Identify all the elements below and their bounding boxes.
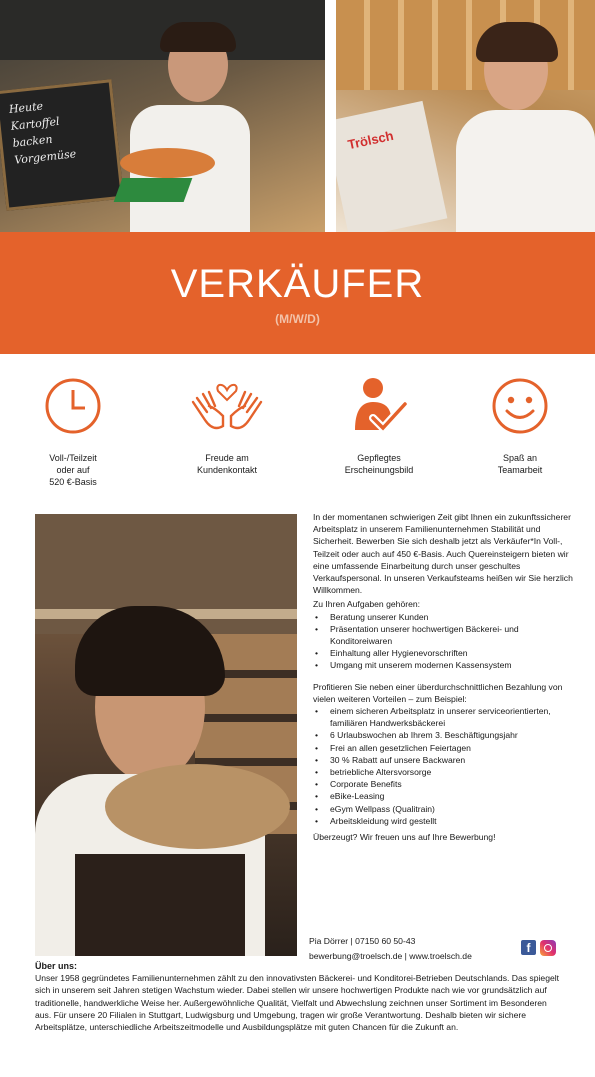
about-text: Unser 1958 gegründetes Familienunternehmen zählt zu den innovativsten Bäckerei- und Konditorei-Betrieben Deutschlands. Das spiegelt sich in unserem seit Jahren stetigen Wachstum wieder. Dabei stellen wir unsere hochwertigen Produkte nach wie vor grundsätzlich auf traditionelle, handwerkliche Weise her. Außergewöhnliche Qualität, Vielfalt und Abwechslung zeichnen unser Sortiment im Besonderen aus. Für unsere 20 Filialen in Stuttgart, Ludwigsburg und Umgebung, tragen wir große Verantwortung. Deshalb bieten wir sichere Arbeitsplätze, unterschiedliche Arbeitszeitmodelle und Ausbildungsplätze mit guten Chancen für die Zukunft an. <box>35 973 560 1033</box>
list-item: • Präsentation unserer hochwertigen Bäckerei- und Konditoreiwaren <box>313 623 583 647</box>
contact-email-web[interactable]: bewerbung@troelsch.de | www.troelsch.de <box>309 950 472 961</box>
list-item: • eGym Wellpass (Qualitrain) <box>313 803 583 815</box>
list-item: • 30 % Rabatt auf unsere Backwaren <box>313 754 583 766</box>
intro-text: In der momentanen schwierigen Zeit gibt Ihnen ein zukunftssicherer Arbeitsplatz in unserem Familienunternehmen Stabilität und Sicherheit. Bewerben Sie sich deshalb jetzt als Verkäufer*In Voll-, Teilzeit oder auch auf 450 €-Basis. Auch Quereinsteigern bieten wir eine umfassende Einarbeitung durch unser geschultes Verkaufspersonal. In unseren Verkaufsteams heißen wir Sie herzlich Willkommen. <box>313 512 573 596</box>
list-item: • Corporate Benefits <box>313 778 583 790</box>
title-banner <box>0 232 595 354</box>
list-item: • eBike-Leasing <box>313 790 583 802</box>
about-section <box>35 960 565 1033</box>
benefit-working-hours <box>8 376 138 488</box>
photo-saleswoman-with-pizza <box>0 0 325 232</box>
list-item: • Arbeitskleidung wird gestellt <box>313 815 583 827</box>
benefit-label: Freude am Kundenkontakt <box>196 453 258 475</box>
list-item: • Einhaltung aller Hygienevorschriften <box>313 647 583 659</box>
contact-info <box>309 934 519 963</box>
list-item: • Frei an allen gesetzlichen Feiertagen <box>313 742 583 754</box>
list-item: • Beratung unserer Kunden <box>313 611 583 623</box>
tasks-heading: Zu Ihren Aufgaben gehören: <box>313 599 421 610</box>
social-links <box>521 940 561 958</box>
benefit-label: Gepflegtes Erscheinungsbild <box>344 453 414 475</box>
person-check-icon <box>349 376 409 436</box>
closing-text: Überzeugt? Wir freuen uns auf Ihre Bewerbung! <box>313 832 496 843</box>
page-title: VERKÄUFER <box>170 262 425 306</box>
hands-heart-icon <box>185 376 269 436</box>
list-item: • einem sicheren Arbeitsplatz in unserer serviceorientierten, familiären Handwerksbäckerei <box>313 705 583 729</box>
list-item: • betriebliche Altersvorsorge <box>313 766 583 778</box>
benefit-appearance <box>314 376 444 476</box>
photo-saleswoman-with-bread <box>35 514 297 956</box>
clock-icon <box>43 376 103 436</box>
about-heading: Über uns: <box>35 961 78 971</box>
benefit-label: Voll-/Teilzeit oder auf 520 €-Basis <box>49 453 97 487</box>
smiley-icon <box>490 376 550 436</box>
instagram-icon[interactable] <box>540 940 556 956</box>
chalkboard: Heute Kartoffel backen Vorgemüse <box>0 79 124 211</box>
photo-saleswoman-with-bag <box>336 0 595 232</box>
benefit-label: Spaß an Teamarbeit <box>497 453 543 475</box>
bread-bag: Trölsch <box>336 101 447 232</box>
benefit-customer-contact <box>162 376 292 476</box>
list-item: • Umgang mit unserem modernen Kassensystem <box>313 659 583 671</box>
tasks-list <box>313 611 583 672</box>
facebook-icon[interactable]: f <box>521 940 536 955</box>
perks-heading: Profitieren Sie neben einer überdurchschnittlichen Bezahlung von vielen weiteren Vorteilen – zum Beispiel: <box>313 681 563 704</box>
page-subtitle: (M/W/D) <box>275 312 320 326</box>
contact-person: Pia Dörrer | 07150 60 50-43 <box>309 936 416 946</box>
benefit-teamwork <box>455 376 585 476</box>
perks-list <box>313 705 583 827</box>
job-description <box>313 511 583 843</box>
list-item: • 6 Urlaubswochen ab Ihrem 3. Beschäftigungsjahr <box>313 729 583 741</box>
